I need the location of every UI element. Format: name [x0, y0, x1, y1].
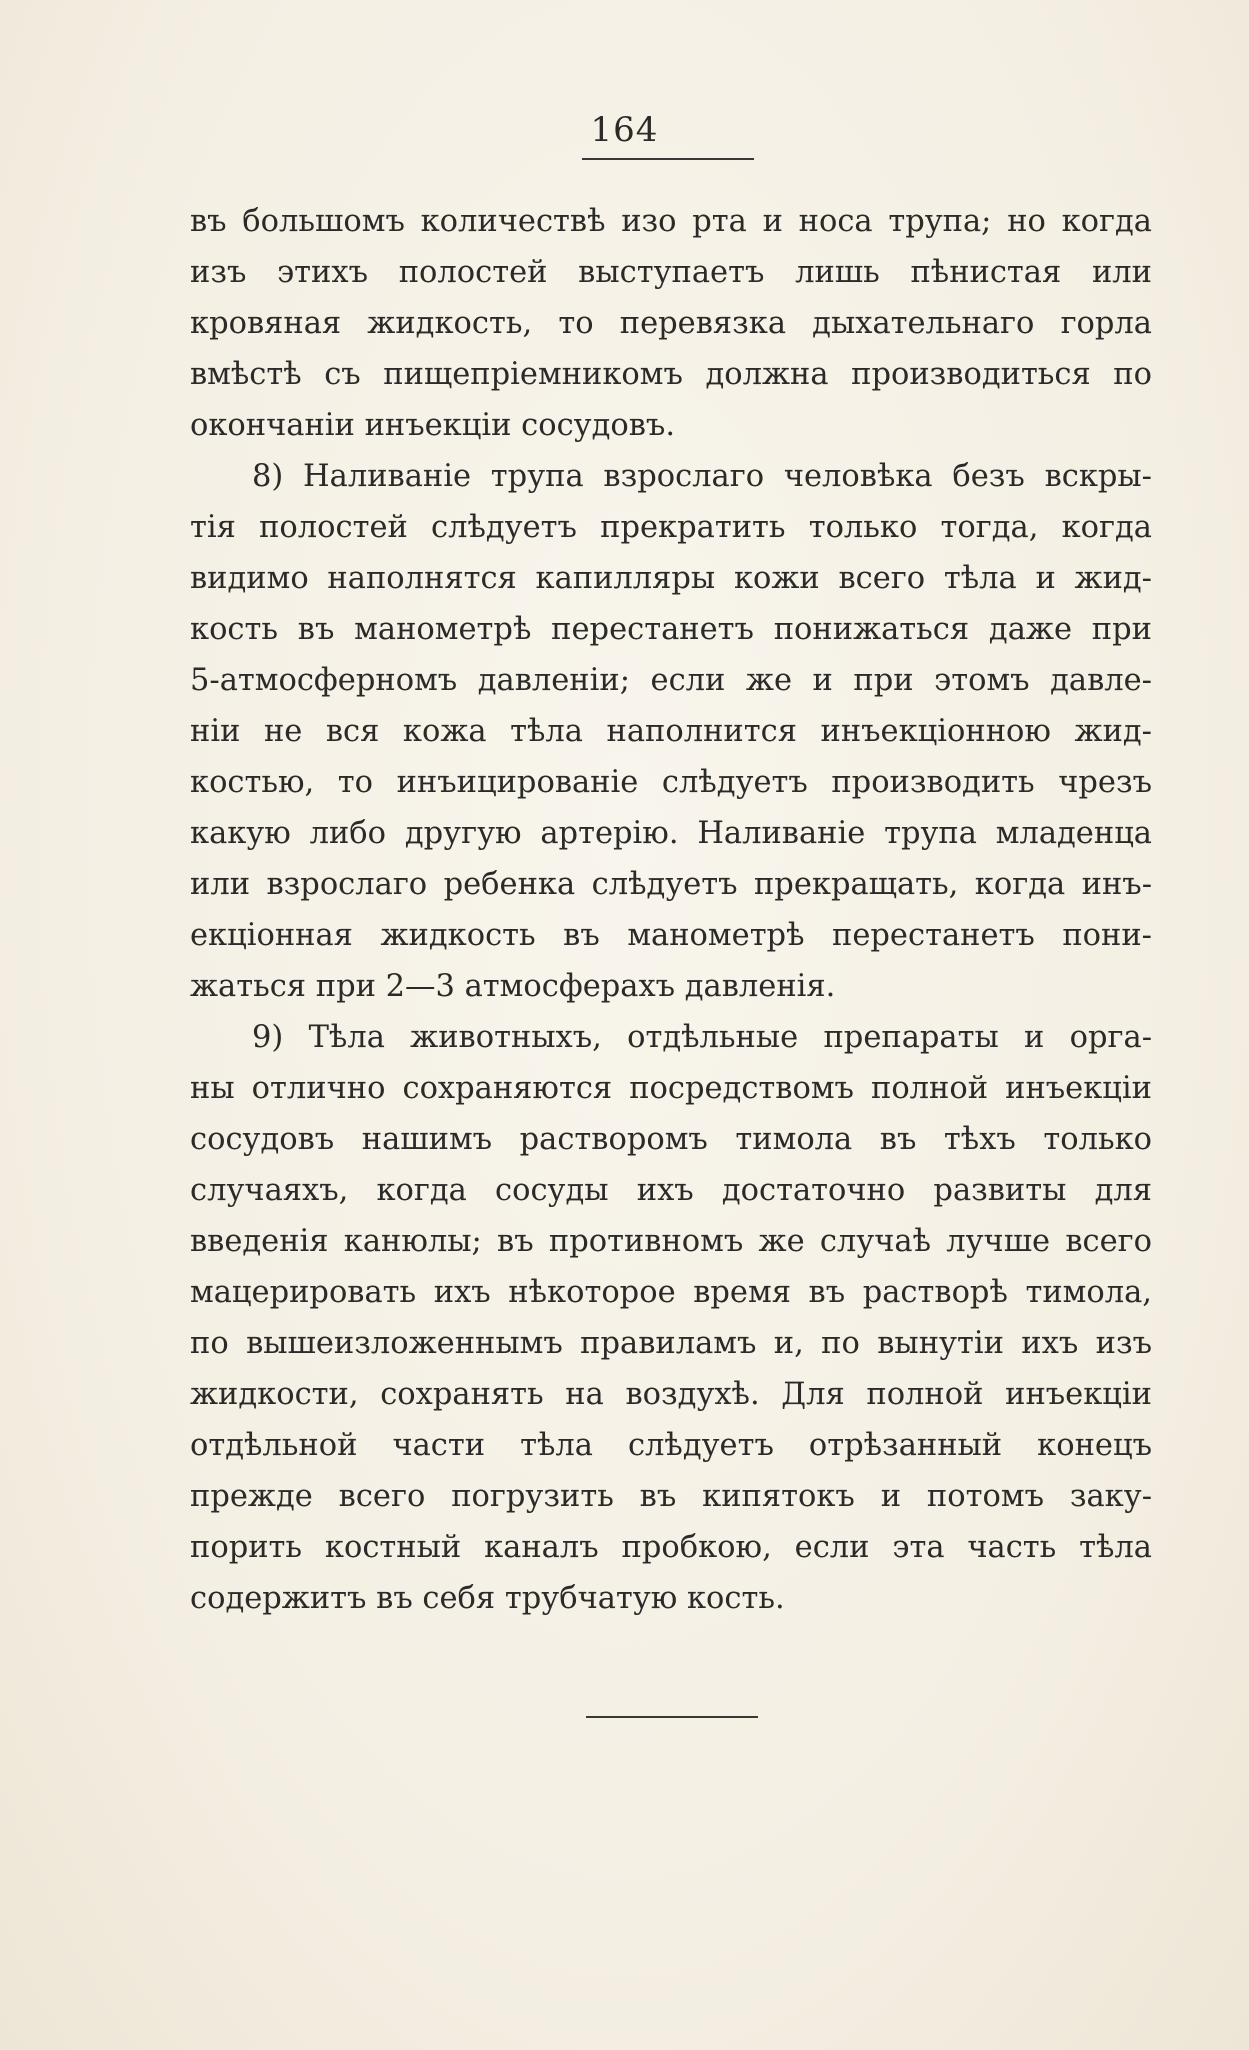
text-line: кость въ манометрѣ перестанетъ понижаться даже при [190, 612, 1152, 647]
text-line: изъ этихъ полостей выступаетъ лишь пѣнистая или [190, 255, 1152, 290]
text-line: порить костный каналъ пробкою, если эта часть тѣла [190, 1530, 1152, 1565]
text-line: 8) Наливаніе трупа взрослаго человѣка безъ вскры- [252, 459, 1152, 494]
end-rule [586, 1716, 758, 1718]
text-line: жидкости, сохранять на воздухѣ. Для полной инъекціи [190, 1377, 1152, 1412]
text-line: видимо наполнятся капилляры кожи всего тѣла и жид- [190, 561, 1152, 596]
text-line: ны отлично сохраняются посредствомъ полной инъекціи [190, 1071, 1152, 1106]
text-line: содержитъ въ себя трубчатую кость. [190, 1581, 785, 1616]
text-line: тія полостей слѣдуетъ прекратить только тогда, когда [190, 510, 1152, 545]
text-line: екціонная жидкость въ манометрѣ перестанетъ пони- [190, 918, 1152, 953]
text-line: введенія канюлы; въ противномъ же случаѣ лучше всего [190, 1224, 1152, 1259]
text-line: въ большомъ количествѣ изо рта и носа трупа; но когда [190, 204, 1152, 239]
body-text [190, 196, 1152, 1624]
text-line: жаться при 2—3 атмосферахъ давленія. [190, 969, 836, 1004]
text-line: случаяхъ, когда сосуды ихъ достаточно развиты для [190, 1173, 1152, 1208]
text-line: костью, то инъицированіе слѣдуетъ производить чрезъ [190, 765, 1152, 800]
text-line: по вышеизложеннымъ правиламъ и, по вынутіи ихъ изъ [190, 1326, 1152, 1361]
text-line: ніи не вся кожа тѣла наполнится инъекціонною жид- [190, 714, 1152, 749]
text-line: окончаніи инъекціи сосудовъ. [190, 408, 676, 443]
text-line: прежде всего погрузить въ кипятокъ и потомъ заку- [190, 1479, 1152, 1514]
text-line: 9) Тѣла животныхъ, отдѣльные препараты и орга- [252, 1020, 1152, 1055]
text-line: какую либо другую артерію. Наливаніе трупа младенца [190, 816, 1152, 851]
text-line: мацерировать ихъ нѣкоторое время въ растворѣ тимола, [190, 1275, 1152, 1310]
text-line: отдѣльной части тѣла слѣдуетъ отрѣзанный конецъ [190, 1428, 1152, 1463]
text-line: вмѣстѣ съ пищепріемникомъ должна производиться по [190, 357, 1152, 392]
page-number: 164 [590, 110, 659, 150]
text-line: или взрослаго ребенка слѣдуетъ прекращать, когда инъ- [190, 867, 1152, 902]
text-line: кровяная жидкость, то перевязка дыхательнаго горла [190, 306, 1152, 341]
text-line: 5-атмосферномъ давленіи; если же и при этомъ давле- [190, 663, 1152, 698]
header-rule [582, 158, 754, 160]
text-line: сосудовъ нашимъ растворомъ тимола въ тѣхъ только [190, 1122, 1152, 1157]
